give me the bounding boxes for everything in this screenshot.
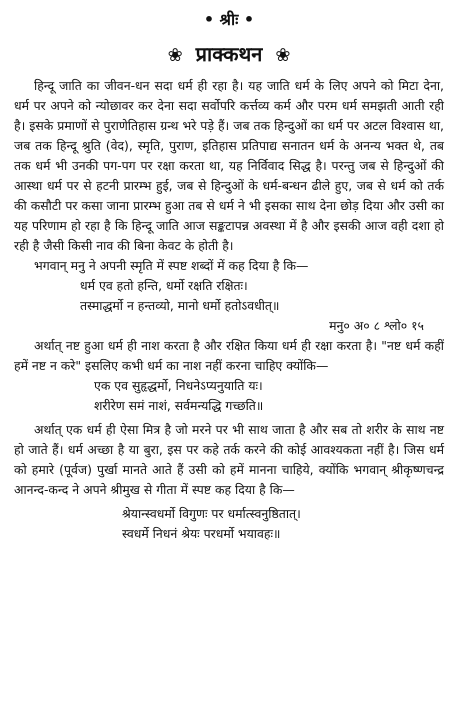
- paragraph-3: अर्थात् नष्ट हुआ धर्म ही नाश करता है और रक्षित किया धर्म ही रक्षा करता है। "नष्ट धर्म कहीं हमें नष्ट न करे" इसलिए कभी धर्म का नाश नहीं करना चाहिए क्योंकि—: [14, 338, 444, 373]
- shloka-3-line-2: स्वधर्मे निधनं श्रेयः परधर्मो भयावहः॥: [122, 526, 281, 541]
- book-page: [14, 8, 444, 698]
- flower-icon-right: ❀: [275, 45, 291, 66]
- invocation-mark: • श्रीः •: [203, 10, 255, 29]
- shloka-2-line-1: एक एव सुहृद्धर्मो, निधनेऽप्यनुयाति यः।: [94, 378, 263, 393]
- paragraph-4: अर्थात् एक धर्म ही ऐसा मित्र है जो मरने पर भी साथ जाता है और सब तो शरीर के साथ नष्ट हो जाते हैं। धर्म अच्छा है या बुरा, इस पर कहे तर्क करने की कोई आवश्यकता नहीं है। जिस धर्म को हमारे (पूर्वज) पुर्खा मानते आते हैं उसी को हमें मानना चाहिये, क्योंकि भगवान् श्रीकृष्णचन्द्र आनन्द-कन्द ने अपने श्रीमुख से गीता में स्पष्ट कह दिया है कि—: [14, 422, 444, 497]
- chapter-title: [14, 40, 444, 70]
- paragraph-1: हिन्दू जाति का जीवन-धन सदा धर्म ही रहा है। यह जाति धर्म के लिए अपने को मिटा देना, धर्म पर अपने को न्योछावर कर देना सदा सर्वोपरि कर्त्तव्य कर्म और परम धर्म समझती आती रही है। इसके प्रमाणों से पुराणेतिहास ग्रन्थ भरे पड़े हैं। जब तक हिन्दुओं का धर्म पर अटल विश्वास था, जब तक हिन्दू श्रुति (वेद), स्मृति, पुराण, इतिहास प्रतिपाद्य सनातन धर्म के अनन्य भक्त थे, तब तक धर्म भी उनकी पग-पग पर रक्षा करता था, यह निर्विवाद सिद्ध है। परन्तु जब से हिन्दुओं की आस्था धर्म पर से हटनी प्रारम्भ हुई, जब से हिन्दुओं के धर्म-बन्धन ढीले हुए, जब से धर्म को तर्क की कसौटी पर कसा जाना प्रारम्भ हुआ तब से धर्म ने भी इसका साथ देना छोड़ दिया और उसी का यह परिणाम हो रहा है कि हिन्दू जाति आज सङ्कटापन्न अवस्था में है और इसकी आज वही दशा हो रही है जैसी किसी नाव की बिना केवट के होती है।: [14, 78, 444, 253]
- shloka-2-line-2: शरीरेण समं नाशं, सर्वमन्यद्धि गच्छति॥: [94, 398, 264, 413]
- reference-citation: मनु० अ० ८ श्लो० १५: [329, 318, 424, 333]
- flower-icon-left: ❀: [167, 45, 183, 66]
- paragraph-2: भगवान् मनु ने अपनी स्मृति में स्पष्ट शब्दों में कह दिया है कि—: [34, 258, 309, 273]
- shloka-1-line-1: धर्म एव हतो हन्ति, धर्मो रक्षति रक्षितः।: [80, 278, 248, 293]
- title-text: प्राक्कथन: [195, 42, 263, 66]
- shloka-3-line-1: श्रेयान्स्वधर्मो विगुणः पर धर्मात्स्वनुष्ठितात्।: [122, 506, 301, 521]
- shloka-1-line-2: तस्माद्धर्मो न हन्तव्यो, मानो धर्मो हतोऽवधीत्॥: [80, 298, 280, 313]
